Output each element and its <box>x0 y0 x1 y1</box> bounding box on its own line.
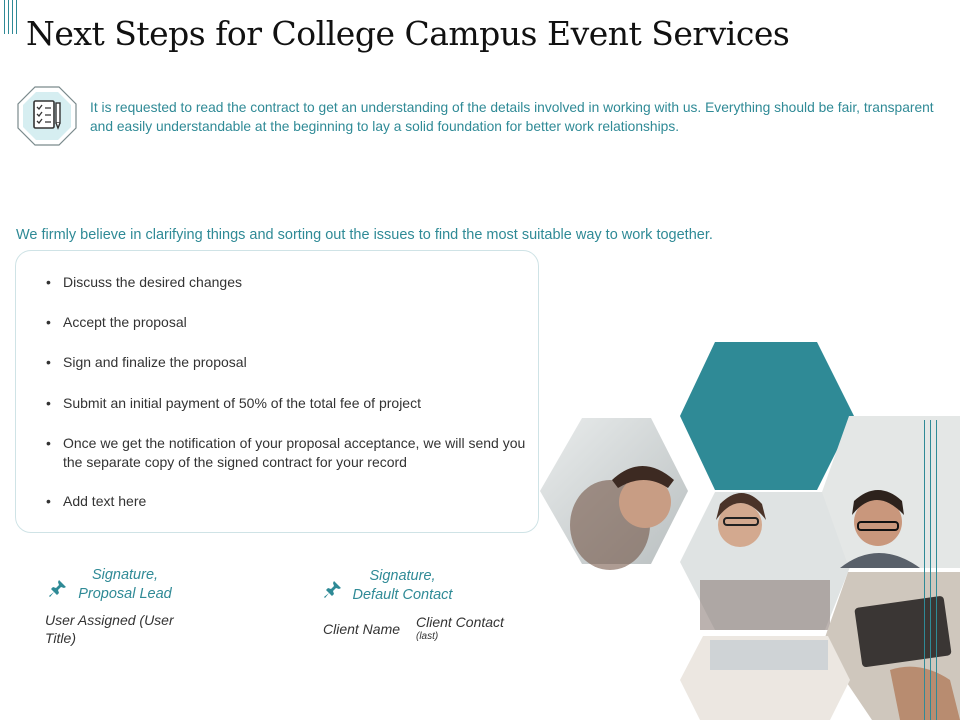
page-title: Next Steps for College Campus Event Services <box>26 14 790 53</box>
photo-hexagon-center <box>680 492 852 630</box>
client-contact: Client Contact <box>416 614 504 630</box>
teal-hexagon <box>680 342 854 490</box>
list-item: • Accept the proposal <box>46 313 533 332</box>
checklist-icon <box>17 86 77 146</box>
students-working-together-photo <box>540 340 960 720</box>
list-item: • Submit an initial payment of 50% of the total fee of project <box>46 394 533 413</box>
client-contact-note: (last) <box>416 631 439 642</box>
list-item: • Add text here <box>46 492 533 511</box>
intro-text: It is requested to read the contract to get an understanding of the details involved in working with us. Everything should be fair, transparent and easily understandable at the beginning to lay a solid foundation for better work relationships. <box>90 100 934 134</box>
client-name: Client Name <box>323 621 401 637</box>
pushpin-icon <box>48 578 68 598</box>
photo-hexagon-left <box>540 418 688 570</box>
list-item: • Sign and finalize the proposal <box>46 353 533 372</box>
decorative-lines <box>4 0 24 34</box>
photo-hexagon-right-top <box>822 416 960 568</box>
signature-default-contact-label: Signature, Default Contact <box>352 568 453 603</box>
photo-hexagon-bottom <box>680 636 850 720</box>
decorative-lines <box>924 420 938 720</box>
list-item: • Discuss the desired changes <box>46 273 533 292</box>
photo-hexagon-right-bottom <box>822 572 960 720</box>
belief-statement: We firmly believe in clarifying things and sorting out the issues to find the most suitable way to work together. <box>16 227 713 243</box>
signature-proposal-lead-label: Signature, Proposal Lead <box>78 567 172 602</box>
proposal-lead-name: User Assigned (User Title) <box>45 612 174 646</box>
steps-panel <box>15 250 539 533</box>
list-item: • Once we get the notification of your proposal acceptance, we will send you the separate copy of the signed contract for your record <box>46 434 533 472</box>
